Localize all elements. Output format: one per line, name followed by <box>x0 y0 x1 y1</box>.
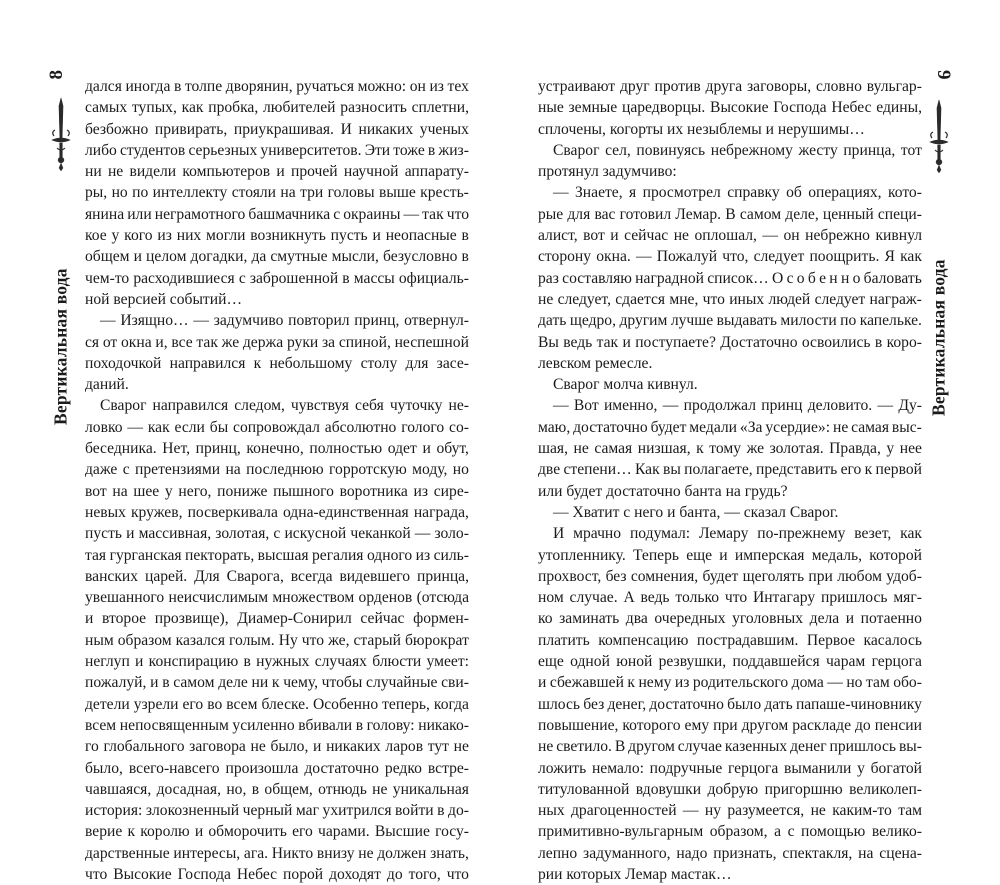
text-line: не светило. В другом случае казенных денег пришлось вы- <box>538 738 922 756</box>
text-line: самых тупых, как пробка, любителей разносить сплетни, <box>85 99 469 117</box>
text-line: дать щедро, другим лучше выдавать милости по капельке. <box>538 312 922 330</box>
text-line: безбожно привирать, приукрашивая. И никаких ученых <box>85 120 469 138</box>
text-line: прохвост, без сомнения, будет щеголять при любом удоб- <box>538 567 922 585</box>
text-line: ся от окна и, все так же держа руки за спиной, неспешной <box>85 333 469 351</box>
text-line: устраивают друг против друга заговоры, словно вульгар- <box>538 78 922 95</box>
right-page-gutter <box>924 70 954 416</box>
text-line: ловко — как если бы сопровождал абсолютно голого со- <box>85 418 469 436</box>
text-line: даний. <box>85 376 129 394</box>
text-line: Вы ведь так и поступаете? Достаточно освоились в коро- <box>538 333 922 351</box>
text-line: неглуп и конспирацию в нужных случаях блюсти умеет: <box>85 653 469 671</box>
text-line: го глобального заговора не было, и никаких ларов тут не <box>85 738 469 756</box>
text-line: протянул задумчиво: <box>538 163 677 181</box>
text-line: примитивно-вульгарным образом, а с помощью велико- <box>538 823 922 841</box>
text-line: всем непосвященным усиленно вбивали в голову: никако- <box>85 716 469 734</box>
text-line: Сварог направился следом, чувствуя себя чуточку не- <box>100 397 469 415</box>
text-line: лепно задуманного, надо признать, спектакля, на сцена- <box>538 844 922 862</box>
text-line: рии которых Лемар мастак… <box>538 865 732 883</box>
text-line: утопленнику. Теперь еще и имперская медаль, которой <box>538 546 922 564</box>
text-line: пусть и массивная, золотая, с искусной чеканкой — золо- <box>85 525 469 543</box>
text-line: Сварог молча кивнул. <box>553 376 698 394</box>
text-line: вот на шее у него, пониже пышного воротника из сире- <box>85 482 469 500</box>
text-line: Сварог сел, повинуясь небрежному жесту принца, тот <box>553 141 922 159</box>
text-line: ным образом казался голым. Ну что же, старый бюрократ <box>85 631 469 649</box>
text-line: тая гурганская пекторать, высшая регалия одного из силь- <box>85 546 469 564</box>
text-line: или будет достаточно банта на грудь? <box>538 482 788 500</box>
text-line: беседника. Нет, принц, конечно, полностью одет и обут, <box>85 440 469 458</box>
text-line: общем и целом догадки, да смутные мысли, безусловно в <box>85 248 469 266</box>
text-line: — Изящно… — задумчиво повторил принц, отвернул- <box>100 312 469 330</box>
text-line: ных драгоценностей — ну разумеется, не каким-то там <box>538 802 922 820</box>
text-line: ры, но по интеллекту стояли на три головы выше кресть- <box>85 184 469 202</box>
sword-ornament-icon <box>924 98 954 174</box>
text-line: повышение, которого ему при другом раскладе до пенсии <box>538 716 922 734</box>
text-line: левском ремесле. <box>538 354 653 372</box>
text-line: увешанного неисчислимым множеством орденов (отсюда <box>85 589 469 607</box>
text-line: не следует, сдается мне, что иных людей следует награж- <box>538 290 922 308</box>
left-page-gutter <box>46 70 76 425</box>
text-line: — Вот именно, — продолжал принц деловито. — Ду- <box>553 397 922 415</box>
sword-ornament-icon <box>46 96 76 172</box>
text-line: еще одной юной резвушки, поддавшейся чарам герцога <box>538 653 922 671</box>
text-line: ном случае. А ведь только что Интагару пришлось мяг- <box>538 589 922 607</box>
right-page-text <box>538 76 922 885</box>
page-number-left: 8 <box>46 70 67 80</box>
text-line: — Хватит с него и банта, — сказал Сварог. <box>553 503 839 521</box>
text-line: чавшаяся, досадная, но, в общем, отнюдь не уникальная <box>85 780 469 798</box>
left-page-text <box>85 76 469 885</box>
text-line: кое у кого из них могли возникнуть пусть и неопасные в <box>85 227 469 245</box>
text-line: раз составляю наградной список… О с о б е н н о баловать <box>538 269 922 287</box>
text-line: чем-то расходившиеся с заброшенной в массы официаль- <box>85 269 469 287</box>
text-line: пожалуй, и в самом деле ни к чему, чтобы случайные сви- <box>85 674 469 692</box>
text-line: шая, не самая низшая, к тому же золотая. Правда, у нее <box>538 440 922 458</box>
text-line: и сбежавшей к нему из родительского дома — но там обо- <box>538 674 922 692</box>
text-line: детели узрели его во всем блеске. Особенно теперь, когда <box>85 695 469 713</box>
text-line: шлось без денег, достаточно было дать папаше-чиновнику <box>538 695 922 713</box>
text-line: титулованной вдовушки добрую пригоршню великолеп- <box>538 780 922 798</box>
text-line: ни не видели компьютеров и прочей научной аппарату- <box>85 163 469 181</box>
running-title-left: Вертикальная вода <box>50 268 71 425</box>
text-line: ложить немало: подручные герцога выманили у богатой <box>538 759 922 777</box>
text-line: ванских царей. Для Сварога, всегда видевшего принца, <box>85 567 469 585</box>
text-line: что Высокие Господа Небес порой доходят до того, что <box>85 865 469 883</box>
text-line: сторону окна. — Пожалуй что, следует поощрить. Я как <box>538 248 922 266</box>
text-line: дарственные интересы, ага. Никто внизу не должен знать, <box>85 844 469 862</box>
page-number-right: 9 <box>933 70 954 80</box>
running-title-right: Вертикальная вода <box>928 259 949 416</box>
text-line: сплочены, когорты их незыблемы и нерушимы… <box>538 120 865 138</box>
text-line: дался иногда в толпе дворянин, ручаться можно: он из тех <box>85 78 469 95</box>
text-line: и второе прозвище), Диамер-Сонирил сейчас формен- <box>85 610 469 628</box>
text-line: верие к королю и обморочить его чарами. Высшие госу- <box>85 823 469 841</box>
text-line: ной версией событий… <box>85 290 243 308</box>
text-line: алист, вот и сейчас не оплошал, — он небрежно кивнул <box>538 227 922 245</box>
text-line: ные земные царедворцы. Высокие Господа Небес едины, <box>538 99 922 117</box>
text-line: янина или неграмотного башмачника с окраины — так что <box>85 205 469 223</box>
text-line: платить компенсацию пострадавшим. Первое касалось <box>538 631 922 649</box>
text-line: И мрачно подумал: Лемару по-прежнему везет, как <box>553 525 922 543</box>
text-line: рые для вас готовил Лемар. В самом деле, ценный специ- <box>538 205 922 223</box>
text-line: было, всего-навсего произошла достаточно редко встре- <box>85 759 469 777</box>
text-line: история: злокозненный черный маг ухитрился войти в до- <box>85 802 469 820</box>
text-line: две степени… Как вы полагаете, представить его к первой <box>538 461 922 479</box>
text-line: ко заминать два очередных уголовных дела и потаенно <box>538 610 922 628</box>
text-line: невых кружев, посверкивала одна-единственная награда, <box>85 503 469 521</box>
text-line: даже с претензиями на последнюю горротскую моду, но <box>85 461 469 479</box>
text-line: походочкой направился к небольшому столу для засе- <box>85 354 469 372</box>
text-line: — Знаете, я просмотрел справку об операциях, кото- <box>553 184 922 202</box>
text-line: либо студентов серьезных университетов. Эти тоже в жиз- <box>85 141 469 159</box>
text-line: маю, достаточно будет медали «За усердие»: не самая выс- <box>538 418 922 436</box>
